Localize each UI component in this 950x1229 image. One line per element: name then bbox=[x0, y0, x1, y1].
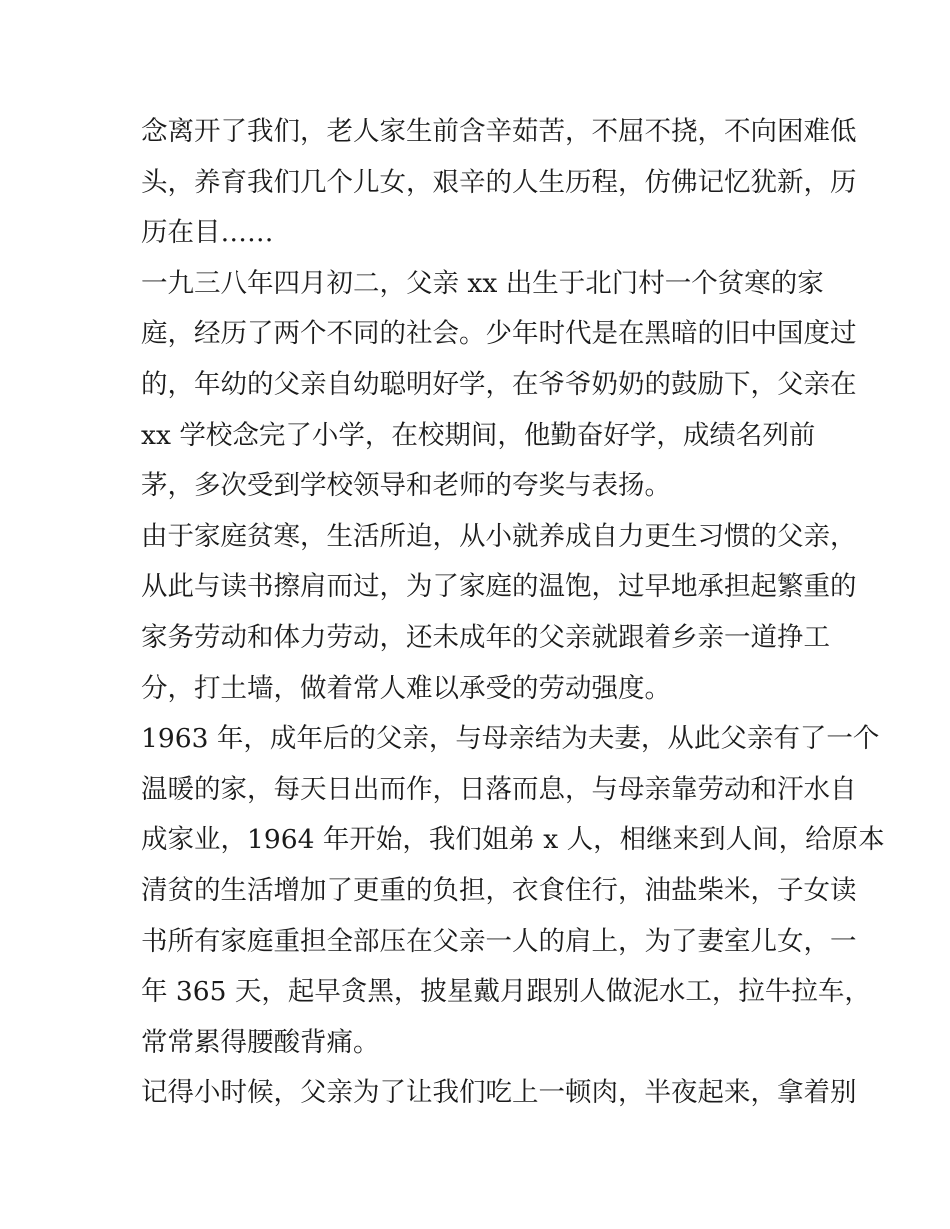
text-line: 清贫的生活增加了更重的负担，衣食住行，油盐柴米，子女读 bbox=[141, 874, 857, 906]
text-line: 1963 年，成年后的父亲，与母亲结为夫妻，从此父亲有了一个 bbox=[141, 723, 880, 755]
text-line: 记得小时候，父亲为了让我们吃上一顿肉，半夜起来，拿着别 bbox=[141, 1077, 857, 1109]
text-line: 茅，多次受到学校领导和老师的夸奖与表扬。 bbox=[141, 470, 671, 502]
text-line: 书所有家庭重担全部压在父亲一人的肩上，为了妻室儿女，一 bbox=[141, 925, 857, 957]
text-line: 从此与读书擦肩而过，为了家庭的温饱，过早地承担起繁重的 bbox=[141, 571, 857, 603]
paragraph bbox=[141, 107, 857, 259]
paragraph bbox=[141, 512, 857, 714]
text-line: 家务劳动和体力劳动，还未成年的父亲就跟着乡亲一道挣工 bbox=[141, 621, 830, 653]
text-line: 成家业，1964 年开始，我们姐弟 x 人，相继来到人间，给原本 bbox=[141, 824, 885, 856]
text-line: 念离开了我们，老人家生前含辛茹苦，不屈不挠，不向困难低 bbox=[141, 116, 857, 147]
text-line: 温暖的家，每天日出而作，日落而息，与母亲靠劳动和汗水自 bbox=[141, 773, 857, 805]
paragraph bbox=[141, 714, 885, 1068]
text-line: 历在目…… bbox=[141, 217, 274, 249]
text-line: 分，打土墙，做着常人难以承受的劳动强度。 bbox=[141, 672, 671, 704]
text-line: 头，养育我们几个儿女，艰辛的人生历程，仿佛记忆犹新，历 bbox=[141, 166, 857, 198]
paragraph bbox=[141, 259, 857, 512]
paragraph bbox=[141, 1068, 857, 1119]
text-line: 常常累得腰酸背痛。 bbox=[141, 1026, 380, 1058]
text-line: 庭，经历了两个不同的社会。少年时代是在黑暗的旧中国度过 bbox=[141, 318, 857, 350]
text-line: 年 365 天，起早贪黑，披星戴月跟别人做泥水工，拉牛拉车， bbox=[141, 976, 871, 1008]
text-line: xx 学校念完了小学，在校期间，他勤奋好学，成绩名列前 bbox=[141, 419, 816, 451]
text-line: 由于家庭贫寒，生活所迫，从小就养成自力更生习惯的父亲， bbox=[141, 520, 857, 552]
document-body bbox=[141, 107, 885, 1119]
text-line: 一九三八年四月初二，父亲 xx 出生于北门村一个贫寒的家 bbox=[141, 267, 824, 299]
text-line: 的，年幼的父亲自幼聪明好学，在爷爷奶奶的鼓励下，父亲在 bbox=[141, 368, 857, 400]
